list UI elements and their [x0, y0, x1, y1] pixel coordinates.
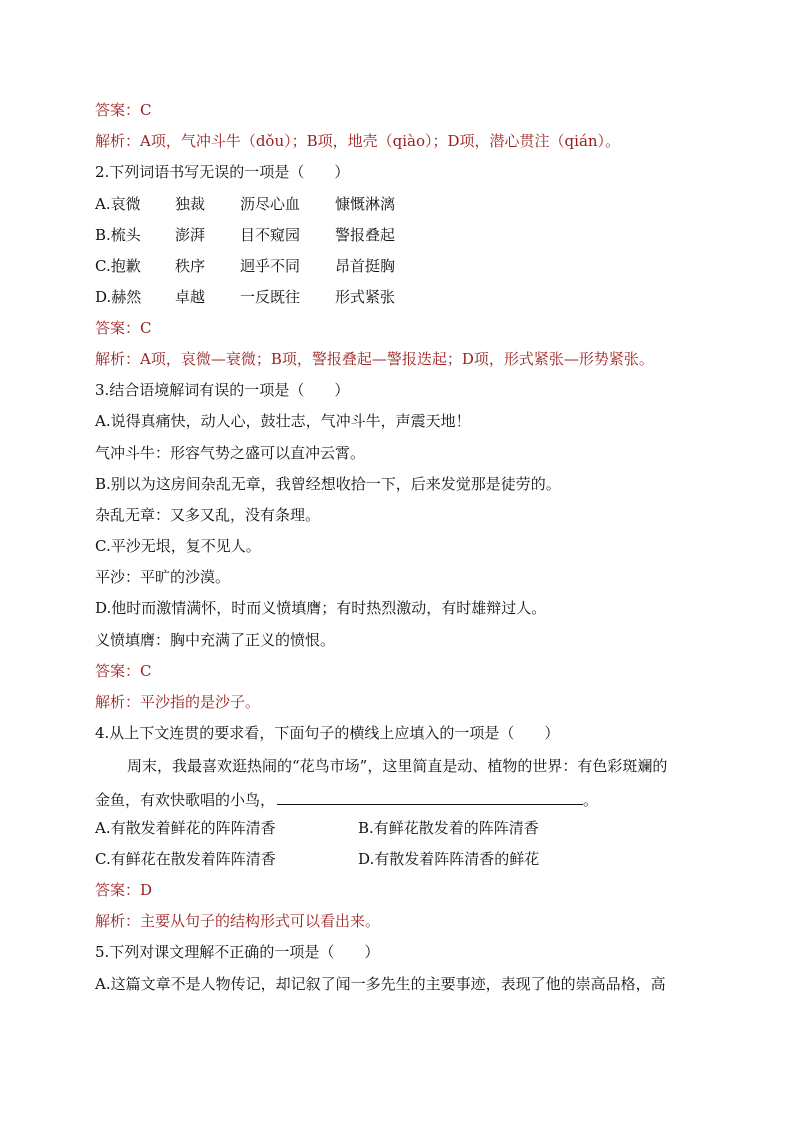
q2-c-word-2: 秩序	[175, 257, 206, 275]
q2-a-word-4: 慷慨淋漓	[335, 195, 396, 213]
q4-analysis: 解析：主要从句子的结构形式可以看出来。	[95, 912, 381, 930]
q2-a-word-1: A.哀微	[95, 195, 141, 213]
q3-option-b: B.别以为这房间杂乱无章，我曾经想收拾一下，后来发觉那是徒劳的。	[95, 475, 561, 493]
q2-c-word-3: 迥乎不同	[240, 257, 301, 275]
q4-stem: 4.从上下文连贯的要求看，下面句子的横线上应填入的一项是（ ）	[95, 724, 560, 742]
q3-option-a: A.说得真痛快，动人心，鼓壮志，气冲斗牛，声震天地！	[95, 412, 471, 430]
q2-a-word-2: 独裁	[175, 195, 206, 213]
q2-a-word-3: 沥尽心血	[240, 195, 301, 213]
q4-passage-text: 金鱼，有欢快歌唱的小鸟，	[95, 791, 276, 809]
q2-b-word-2: 澎湃	[175, 226, 206, 244]
q5-stem: 5.下列对课文理解不正确的一项是（ ）	[95, 943, 380, 961]
q3-stem: 3.结合语境解词有误的一项是（ ）	[95, 381, 350, 399]
q4-option-a: A.有散发着鲜花的阵阵清香	[95, 819, 276, 837]
q3-definition-a: 气冲斗牛：形容气势之盛可以直冲云霄。	[95, 444, 366, 462]
q4-passage-line-2	[95, 786, 598, 810]
q2-c-word-4: 昂首挺胸	[335, 257, 396, 275]
q5-option-a: A.这篇文章不是人物传记，却记叙了闻一多先生的主要事迹，表现了他的崇高品格，高	[95, 975, 666, 993]
q2-d-word-2: 卓越	[175, 288, 206, 306]
q3-answer: 答案：C	[95, 662, 152, 680]
q3-option-c: C.平沙无垠，复不见人。	[95, 537, 261, 555]
q2-c-word-1: C.抱歉	[95, 257, 141, 275]
q4-passage-end: 。	[583, 791, 599, 809]
q4-option-c: C.有鲜花在散发着阵阵清香	[95, 850, 276, 868]
q3-definition-d: 义愤填膺：胸中充满了正义的愤恨。	[95, 631, 336, 649]
q2-d-word-4: 形式紧张	[335, 288, 396, 306]
q1-answer: 答案：C	[95, 101, 152, 119]
q4-option-b: B.有鲜花散发着的阵阵清香	[358, 819, 539, 837]
q4-passage-line-1: 周末，我最喜欢逛热闹的“花鸟市场”，这里简直是动、植物的世界：有色彩斑斓的	[127, 757, 668, 775]
q4-answer: 答案：D	[95, 881, 153, 899]
q2-d-word-1: D.赫然	[95, 288, 142, 306]
q3-option-d: D.他时而激情满怀，时而义愤填膺；有时热烈激动，有时雄辩过人。	[95, 599, 547, 617]
q2-b-word-1: B.梳头	[95, 226, 141, 244]
q3-definition-c: 平沙：平旷的沙漠。	[95, 568, 231, 586]
q1-analysis: 解析：A项，气冲斗牛（dǒu）；B项，地壳（qiào）；D项，潜心贯注（qián）。	[95, 132, 621, 150]
q2-b-word-3: 目不窥园	[240, 226, 301, 244]
q2-answer: 答案：C	[95, 319, 152, 337]
q2-stem: 2.下列词语书写无误的一项是（ ）	[95, 163, 350, 181]
q2-b-word-4: 警报叠起	[335, 226, 396, 244]
q3-definition-b: 杂乱无章：又多又乱，没有条理。	[95, 506, 321, 524]
q2-d-word-3: 一反既往	[240, 288, 301, 306]
q4-fill-blank	[277, 786, 583, 805]
q2-analysis: 解析：A项，哀微—衰微；B项，警报叠起—警报迭起；D项，形式紧张—形势紧张。	[95, 350, 654, 368]
q4-option-d: D.有散发着阵阵清香的鲜花	[358, 850, 540, 868]
q3-analysis: 解析：平沙指的是沙子。	[95, 693, 261, 711]
